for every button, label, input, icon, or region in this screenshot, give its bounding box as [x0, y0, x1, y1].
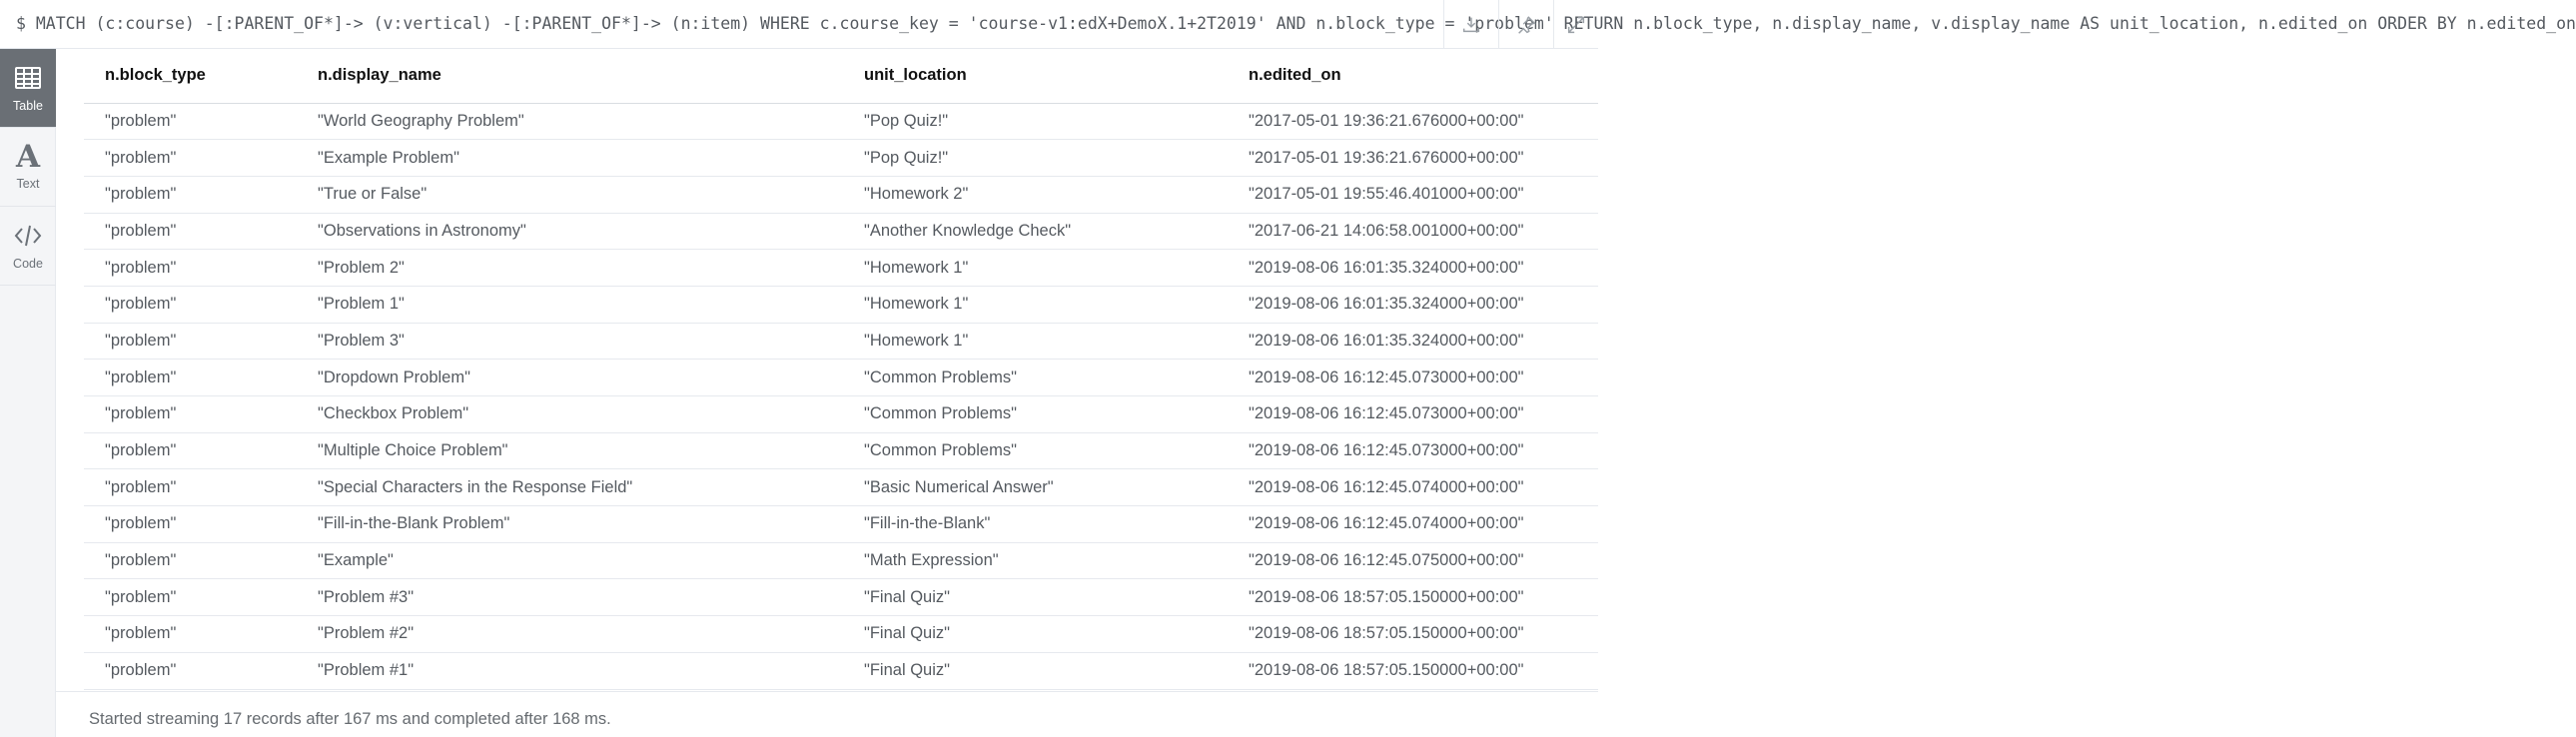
table-cell: "Observations in Astronomy": [297, 213, 843, 250]
table-cell: "2019-08-06 16:12:45.073000+00:00": [1228, 396, 1598, 433]
table-cell: "Dropdown Problem": [297, 360, 843, 396]
table-cell: "Problem #3": [297, 579, 843, 616]
table-header-row: [84, 49, 1598, 103]
table-cell: "2019-08-06 18:57:05.150000+00:00": [1228, 616, 1598, 653]
table-row: [84, 579, 1598, 616]
table-cell: "problem": [84, 140, 297, 177]
table-cell: "problem": [84, 103, 297, 140]
sidebar-item-text[interactable]: [0, 128, 56, 207]
table-row: [84, 286, 1598, 323]
table-cell: "World Geography Problem": [297, 103, 843, 140]
table-cell: "Checkbox Problem": [297, 396, 843, 433]
table-cell: "2019-08-06 16:12:45.074000+00:00": [1228, 506, 1598, 543]
result-panel: [56, 49, 1598, 737]
table-cell: "Pop Quiz!": [843, 103, 1228, 140]
table-cell: "2017-05-01 19:36:21.676000+00:00": [1228, 140, 1598, 177]
table-cell: "Common Problems": [843, 396, 1228, 433]
table-row: [84, 140, 1598, 177]
table-cell: "True or False": [297, 176, 843, 213]
table-cell: "problem": [84, 286, 297, 323]
table-row: [84, 176, 1598, 213]
table-cell: "Final Quiz": [843, 579, 1228, 616]
status-text: Started streaming 17 records after 167 ms and completed after 168 ms.: [89, 710, 611, 728]
table-row: [84, 213, 1598, 250]
table-cell: "Homework 1": [843, 286, 1228, 323]
table-cell: "Multiple Choice Problem": [297, 432, 843, 469]
table-cell: "Fill-in-the-Blank Problem": [297, 506, 843, 543]
table-cell: "Final Quiz": [843, 652, 1228, 689]
sidebar-item-label: Text: [16, 177, 40, 191]
result-table: [84, 49, 1598, 690]
table-cell: "Common Problems": [843, 432, 1228, 469]
table-cell: "Homework 2": [843, 176, 1228, 213]
table-cell: "Problem #1": [297, 652, 843, 689]
table-cell: "problem": [84, 360, 297, 396]
column-header: n.block_type: [84, 49, 297, 103]
table-cell: "Another Knowledge Check": [843, 213, 1228, 250]
table-cell: "Problem 1": [297, 286, 843, 323]
table-row: [84, 652, 1598, 689]
table-cell: "problem": [84, 432, 297, 469]
download-button[interactable]: [1443, 0, 1498, 49]
table-cell: "Fill-in-the-Blank": [843, 506, 1228, 543]
table-cell: "2019-08-06 16:01:35.324000+00:00": [1228, 250, 1598, 287]
table-cell: "Homework 1": [843, 323, 1228, 360]
table-cell: "2019-08-06 16:12:45.075000+00:00": [1228, 542, 1598, 579]
status-bar: [56, 691, 1598, 737]
table-cell: "problem": [84, 323, 297, 360]
table-cell: "problem": [84, 652, 297, 689]
table-cell: "Math Expression": [843, 542, 1228, 579]
download-icon: [1460, 14, 1482, 36]
table-cell: "2019-08-06 16:12:45.073000+00:00": [1228, 432, 1598, 469]
table-cell: "Problem 2": [297, 250, 843, 287]
table-cell: "problem": [84, 396, 297, 433]
table-cell: "Problem 3": [297, 323, 843, 360]
table-cell: "problem": [84, 542, 297, 579]
text-icon: A: [15, 139, 41, 175]
table-row: [84, 542, 1598, 579]
table-cell: "Basic Numerical Answer": [843, 469, 1228, 506]
table-row: [84, 360, 1598, 396]
table-row: [84, 506, 1598, 543]
table-row: [84, 323, 1598, 360]
table-cell: "Pop Quiz!": [843, 140, 1228, 177]
table-cell: "Example": [297, 542, 843, 579]
table-cell: "Common Problems": [843, 360, 1228, 396]
code-icon: [13, 221, 43, 251]
table-cell: "2017-05-01 19:36:21.676000+00:00": [1228, 103, 1598, 140]
sidebar-item-label: Table: [13, 99, 43, 113]
table-cell: "problem": [84, 469, 297, 506]
table-cell: "problem": [84, 579, 297, 616]
column-header: n.display_name: [297, 49, 843, 103]
table-cell: "2019-08-06 16:12:45.073000+00:00": [1228, 360, 1598, 396]
table-row: [84, 250, 1598, 287]
query-text[interactable]: $ MATCH (c:course) -[:PARENT_OF*]-> (v:vertical) -[:PARENT_OF*]-> (n:item) WHERE c.course_key = 'course-v1:edX+DemoX.1+2T2019' AND n.block_type = 'problem' RETURN n.block_type, n.display_name, v.display_name AS unit_location, n.edited_on ORDER BY n.edited_on: [16, 14, 2576, 33]
table-cell: "2019-08-06 16:12:45.074000+00:00": [1228, 469, 1598, 506]
query-header: [0, 0, 2576, 49]
pin-button[interactable]: [1498, 0, 1553, 49]
table-cell: "Final Quiz": [843, 616, 1228, 653]
table-icon: [13, 63, 43, 93]
table-cell: "problem": [84, 250, 297, 287]
table-cell: "problem": [84, 616, 297, 653]
table-row: [84, 103, 1598, 140]
table-cell: "Problem #2": [297, 616, 843, 653]
column-header: n.edited_on: [1228, 49, 1598, 103]
table-cell: "Special Characters in the Response Field": [297, 469, 843, 506]
sidebar-item-table[interactable]: [0, 49, 56, 128]
table-cell: "2019-08-06 16:01:35.324000+00:00": [1228, 286, 1598, 323]
table-cell: "2019-08-06 18:57:05.150000+00:00": [1228, 652, 1598, 689]
table-row: [84, 396, 1598, 433]
view-sidebar: [0, 49, 56, 737]
pin-icon: [1515, 14, 1537, 36]
table-cell: "Example Problem": [297, 140, 843, 177]
table-row: [84, 616, 1598, 653]
table-cell: "Homework 1": [843, 250, 1228, 287]
table-row: [84, 432, 1598, 469]
table-cell: "2017-06-21 14:06:58.001000+00:00": [1228, 213, 1598, 250]
table-row: [84, 469, 1598, 506]
table-cell: "2019-08-06 16:01:35.324000+00:00": [1228, 323, 1598, 360]
column-header: unit_location: [843, 49, 1228, 103]
expand-icon: [1565, 14, 1587, 36]
sidebar-item-code[interactable]: [0, 207, 56, 286]
table-cell: "problem": [84, 176, 297, 213]
table-cell: "problem": [84, 213, 297, 250]
sidebar-item-label: Code: [13, 257, 43, 271]
table-cell: "2017-05-01 19:55:46.401000+00:00": [1228, 176, 1598, 213]
table-cell: "problem": [84, 506, 297, 543]
expand-button[interactable]: [1553, 0, 1598, 49]
table-cell: "2019-08-06 18:57:05.150000+00:00": [1228, 579, 1598, 616]
